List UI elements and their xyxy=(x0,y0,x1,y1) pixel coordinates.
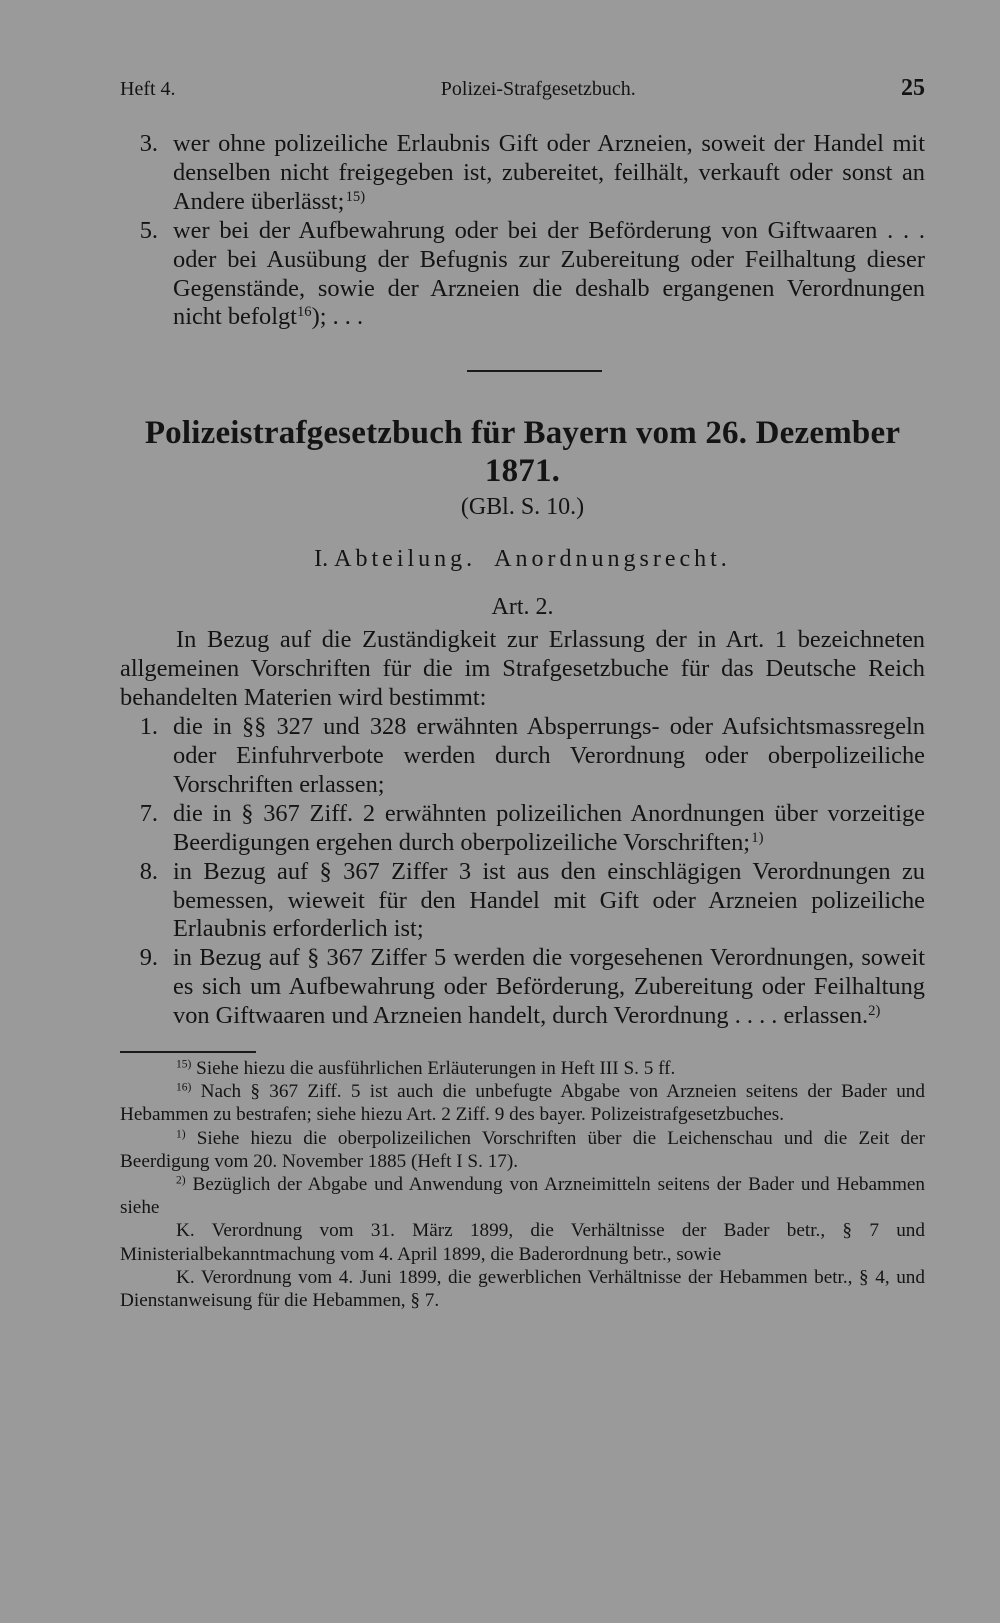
footnote-divider xyxy=(120,1051,256,1053)
footnote-ref: 1 xyxy=(751,829,759,846)
division-number: I. xyxy=(314,546,329,573)
footnotes xyxy=(120,1057,925,1312)
item-number: 9. xyxy=(139,944,158,972)
article-intro: In Bezug auf die Zuständigkeit zur Erlassung der in Art. 1 bezeichneten allgemeinen Vorschriften für die im Strafgesetzbuche für das Deutsche Reich behandelten Materien wird bestimmt: xyxy=(120,626,925,712)
footnote-text: K. Verordnung vom 31. März 1899, die Verhältnisse der Bader betr., § 7 und Ministerialbekanntmachung vom 4. April 1899, die Baderordnung betr., sowie xyxy=(120,1220,925,1265)
list-item xyxy=(120,713,925,800)
item-text: in Bezug auf § 367 Ziffer 3 ist aus den einschlägigen Verordnungen zu bemessen, wieweit für den Handel mit Gift oder Arzneien polizeiliche Erlaubnis erforderlich ist; xyxy=(173,857,925,943)
section-divider xyxy=(467,370,602,372)
item-text: in Bezug auf § 367 Ziffer 5 werden die vorgesehenen Verordnungen, soweit es sich um Aufbewahrung oder Beförderung, Zubereitung oder Feilhaltung von Giftwaaren und Arzneien handelt, durch Verordnung . . . . erlassen. xyxy=(173,944,925,1030)
running-header xyxy=(120,75,925,102)
footnote-mark: 16 xyxy=(176,1081,188,1094)
item-text: die in §§ 327 und 328 erwähnten Absperrungs- oder Aufsichtsmassregeln oder Einfuhrverbote werden durch Verordnung oder oberpolizeiliche Vorschriften erlassen; xyxy=(173,713,925,798)
footnote-continuation xyxy=(120,1219,925,1265)
header-issue: Heft 4. xyxy=(120,78,176,100)
list-item: 7. die in § 367 Ziff. 2 erwähnten polizeilichen Anordnungen über vorzeitige Beerdigungen ergehen durch oberpolizeiliche Vorschriften; $^{1)}$ xyxy=(120,800,925,858)
page-number: 25 xyxy=(900,75,925,101)
footnote-mark: 2 xyxy=(176,1174,182,1187)
article-body xyxy=(120,626,925,1031)
footnote-mark: 1 xyxy=(176,1128,182,1141)
division-heading xyxy=(120,544,925,574)
top-excerpt xyxy=(120,130,925,332)
list-item xyxy=(120,858,925,945)
footnote: $^{2)}$ Bezüglich der Abgabe und Anwendung von Arzneimitteln seitens der Bader und Hebammen siehe xyxy=(120,1174,926,1219)
footnote-text: K. Verordnung vom 4. Juni 1899, die gewerblichen Verhältnisse der Hebammen betr., § 4, und Dienstanweisung für die Hebammen, § 7. xyxy=(120,1266,925,1312)
division-label: Abteilung. xyxy=(334,546,477,573)
item-number: 5. xyxy=(139,216,158,244)
footnote: $^{15)}$ Siehe hiezu die ausführlichen Erläuterungen in Heft III S. 5 ff. xyxy=(176,1058,676,1080)
item-tail: ; . . . xyxy=(319,303,364,331)
footnote-ref: 15 xyxy=(345,188,361,205)
item-text: die in § 367 Ziff. 2 erwähnten polizeilichen Anordnungen über vorzeitige Beerdigungen ergehen durch oberpolizeiliche Vorschriften; xyxy=(173,799,925,856)
item-number: 8. xyxy=(139,857,158,885)
footnote-text: Bezüglich der Abgabe und Anwendung von Arzneimitteln seitens der Bader und Hebammen siehe xyxy=(120,1174,926,1219)
footnote: $^{16)}$ Nach § 367 Ziff. 5 ist auch die unbefugte Abgabe von Arzneien seitens der Bader und Hebammen zu bestrafen; siehe hiezu Art. 2 Ziff. 9 des bayer. Polizeistrafgesetzbuches. xyxy=(120,1081,925,1126)
list-item: 5. wer bei der Aufbewahrung oder bei der Beförderung von Giftwaaren . . . oder bei Ausübung der Befugnis zur Zubereitung oder Feilhaltung dieser Gegenstände, sowie der Arzneien die deshalb ergangenen Verordnungen nicht befolgt$^{16}$); . . . xyxy=(120,217,925,333)
list-item: 9. in Bezug auf § 367 Ziffer 5 werden die vorgesehenen Verordnungen, soweit es sich um Aufbewahrung oder Beförderung, Zubereitung oder Feilhaltung von Giftwaaren und Arzneien handelt, durch Verordnung . . . . erlassen.$^{2)}$ xyxy=(120,944,925,1031)
footnote-continuation xyxy=(120,1266,925,1312)
item-number: 3. xyxy=(139,130,158,157)
section-source: (GBl. S. 10.) xyxy=(460,494,585,521)
footnote-ref: 2 xyxy=(868,1003,876,1020)
division-subject: Anordnungsrecht. xyxy=(494,546,731,573)
item-number: 1. xyxy=(139,713,158,741)
footnote-text: Siehe hiezu die oberpolizeilichen Vorschriften über die Leichenschau und die Zeit der Beerdigung vom 20. November 1885 (Heft I S. 17). xyxy=(120,1127,925,1172)
list-item: 3. wer ohne polizeiliche Erlaubnis Gift oder Arzneien, soweit der Handel mit denselben nicht freigegeben ist, zubereitet, feilhält, verkauft oder sonst an Andere überlässt; $^{15)}$ xyxy=(120,130,925,217)
article-heading: Art. 2. xyxy=(491,594,554,621)
header-title: Polizei-Strafgesetzbuch. xyxy=(440,78,636,100)
section-title: Polizeistrafgesetzbuch für Bayern vom 26. Dezember 1871. xyxy=(144,415,901,490)
footnote-text: Siehe hiezu die ausführlichen Erläuterungen in Heft III S. 5 ff. xyxy=(196,1058,676,1080)
footnote-mark: 15 xyxy=(176,1058,188,1071)
item-number: 7. xyxy=(139,799,158,827)
item-text: wer bei der Aufbewahrung oder bei der Beförderung von Giftwaaren . . . oder bei Ausübung der Befugnis zur Zubereitung oder Feilhaltung dieser Gegenstände, sowie der Arzneien die deshalb ergangenen Verordnungen nicht befolgt xyxy=(173,216,925,331)
footnote-text: Nach § 367 Ziff. 5 ist auch die unbefugte Abgabe von Arzneien seitens der Bader und Hebammen zu bestrafen; siehe hiezu Art. 2 Ziff. 9 des bayer. Polizeistrafgesetzbuches. xyxy=(120,1081,925,1126)
footnote-ref: 16 xyxy=(296,304,312,321)
item-text: wer ohne polizeiliche Erlaubnis Gift oder Arzneien, soweit der Handel mit denselben nicht freigegeben ist, zubereitet, feilhält, verkauft oder sonst an Andere überlässt; xyxy=(173,130,925,215)
footnote: $^{1)}$ Siehe hiezu die oberpolizeilichen Vorschriften über die Leichenschau und die Zeit der Beerdigung vom 20. November 1885 (Heft I S. 17). xyxy=(120,1127,925,1172)
